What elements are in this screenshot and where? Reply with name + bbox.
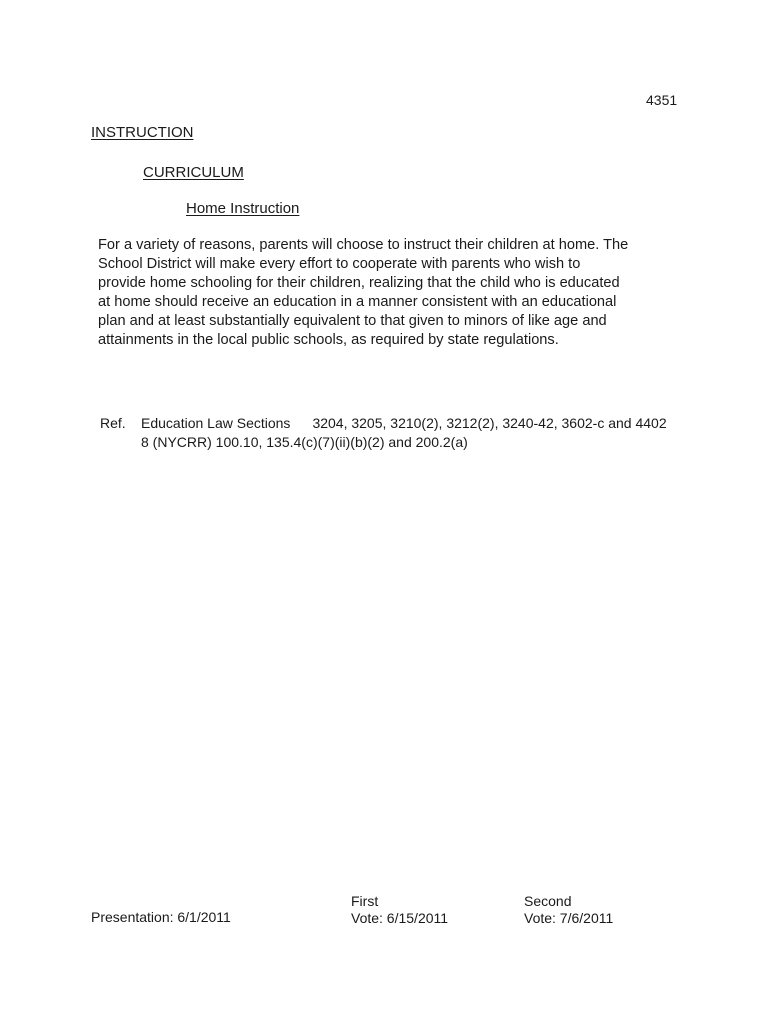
presentation-date: Presentation: 6/1/2011: [91, 909, 231, 925]
first-vote-label: First: [351, 893, 379, 909]
second-vote-label: Second: [524, 893, 572, 909]
policy-title: Home Instruction: [186, 200, 300, 217]
reference-label: Ref.: [100, 415, 126, 431]
reference-title: Education Law Sections: [141, 415, 291, 431]
body-line: plan and at least substantially equivalent to that given to minors of like age and: [98, 313, 607, 329]
section-heading: INSTRUCTION: [91, 124, 194, 141]
reference-line-2: 8 (NYCRR) 100.10, 135.4(c)(7)(ii)(b)(2) and 200.2(a): [141, 434, 468, 450]
body-line: School District will make every effort to cooperate with parents who wish to: [98, 256, 581, 272]
first-vote-date: Vote: 6/15/2011: [351, 910, 449, 926]
second-vote-date: Vote: 7/6/2011: [524, 910, 614, 926]
policy-body: [98, 236, 688, 350]
policy-number: 4351: [646, 92, 678, 108]
body-line: at home should receive an education in a manner consistent with an educational: [98, 294, 617, 310]
body-line: provide home schooling for their children, realizing that the child who is educated: [98, 275, 620, 291]
body-line: For a variety of reasons, parents will choose to instruct their children at home. The: [98, 237, 629, 253]
subsection-heading: CURRICULUM: [143, 164, 244, 181]
reference-line-1: [141, 415, 667, 431]
reference-codes: 3204, 3205, 3210(2), 3212(2), 3240-42, 3602-c and 4402: [312, 415, 667, 431]
body-line: attainments in the local public schools, as required by state regulations.: [98, 332, 559, 348]
